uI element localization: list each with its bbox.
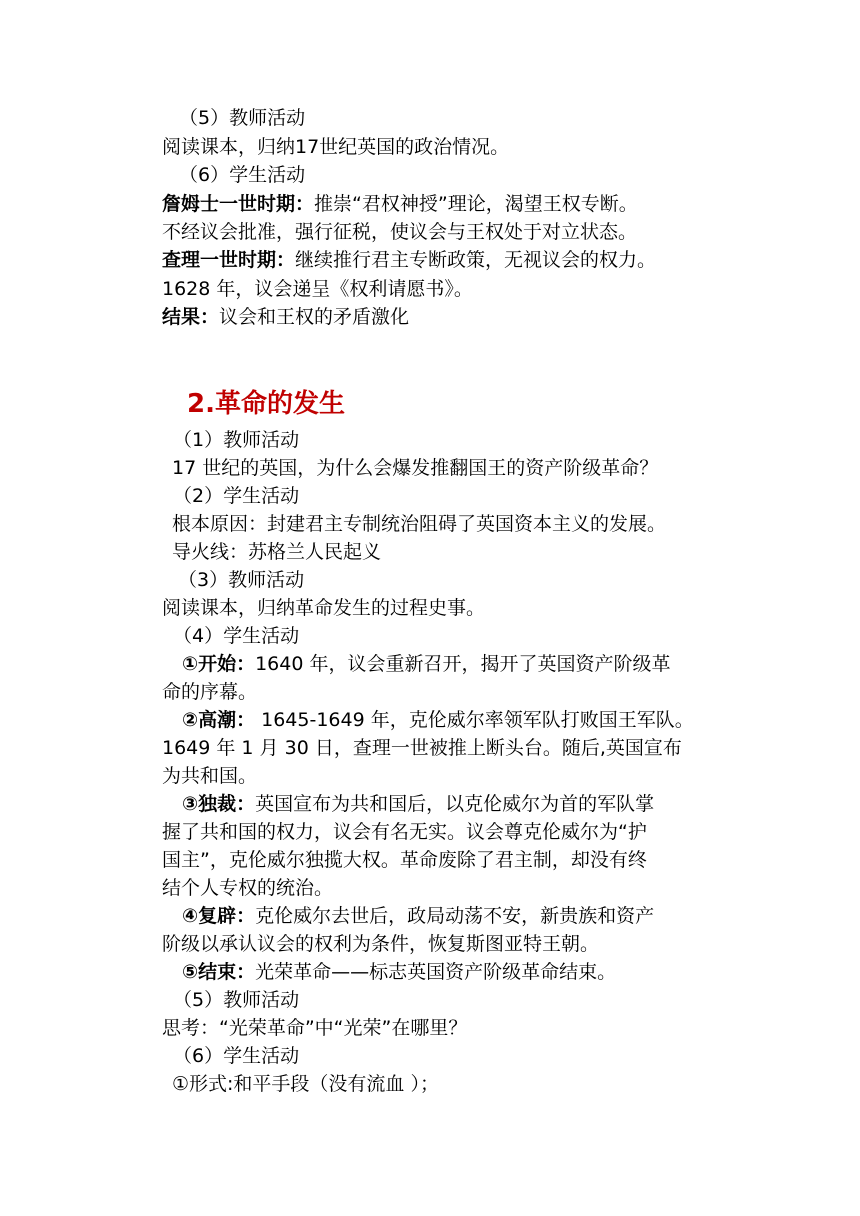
teacher-activity-3: （3）教师活动 — [178, 569, 305, 591]
paragraph-line: 思考：“光荣革命”中“光荣”在哪里？ — [162, 1017, 468, 1039]
stage-label: ⑤结束： — [182, 961, 256, 983]
paragraph-text: 议会和王权的矛盾激化 — [219, 306, 410, 328]
paragraph-text: 推崇“君权神授”理论，渴望王权专断。 — [314, 193, 638, 215]
paragraph-text: 继续推行君主专断政策，无视议会的权力。 — [295, 249, 657, 271]
paragraph-line: 握了共和国的权力，议会有名无实。议会尊克伦威尔为“护 — [162, 821, 647, 843]
paragraph-line: ①形式:和平手段（没有流血 ）； — [172, 1073, 439, 1095]
paragraph-text: 克伦威尔去世后，政局动荡不安，新贵族和资产 — [255, 905, 655, 927]
teacher-activity-5: （5）教师活动 — [173, 989, 300, 1011]
stage-end — [182, 958, 616, 986]
stage-label: ③独裁： — [182, 793, 256, 815]
stage-label: ②高潮： — [182, 709, 256, 731]
paragraph-line: 不经议会批准，强行征税，使议会与王权处于对立状态。 — [162, 221, 638, 243]
paragraph-line: 根本原因：封建君主专制统治阻碍了英国资本主义的发展。 — [172, 513, 667, 535]
paragraph-line — [162, 303, 409, 331]
section-heading: 2.革命的发生 — [187, 389, 345, 419]
term-label: 查理一世时期： — [162, 249, 296, 271]
stage-label: ④复辟： — [182, 905, 256, 927]
student-activity-4: （4）学生活动 — [173, 625, 300, 647]
stage-restoration — [182, 902, 654, 930]
paragraph-line: 结个人专权的统治。 — [162, 877, 334, 899]
paragraph-text: 英国宣布为共和国后，以克伦威尔为首的军队掌 — [255, 793, 655, 815]
paragraph-text: 光荣革命——标志英国资产阶级革命结束。 — [255, 961, 617, 983]
paragraph-line: 阅读课本，归纳17世纪英国的政治情况。 — [162, 136, 510, 158]
paragraph-line: 阶级以承认议会的权利为条件，恢复斯图亚特王朝。 — [162, 933, 600, 955]
stage-climax — [182, 706, 694, 734]
paragraph-line: 导火线：苏格兰人民起义 — [172, 541, 382, 563]
paragraph-line: 1649 年 1 月 30 日，查理一世被推上断头台。随后,英国宣布 — [162, 737, 682, 759]
paragraph-line: 阅读课本，归纳革命发生的过程史事。 — [162, 597, 486, 619]
paragraph-text: 1640 年，议会重新召开，揭开了英国资产阶级革 — [255, 653, 671, 675]
paragraph-line: 1628 年，议会递呈《权利请愿书》。 — [162, 278, 473, 300]
paragraph-line: 17 世纪的英国，为什么会爆发推翻国王的资产阶级革命？ — [172, 457, 659, 479]
student-activity-2: （2）学生活动 — [173, 485, 300, 507]
stage-start — [182, 650, 671, 678]
student-activity-6: （6）学生活动 — [173, 1045, 300, 1067]
paragraph-line — [162, 246, 656, 274]
term-label: 詹姆士一世时期： — [162, 193, 315, 215]
teacher-activity-5: （5）教师活动 — [179, 107, 306, 129]
term-label: 结果： — [162, 306, 220, 328]
paragraph-line — [162, 190, 638, 218]
teacher-activity-1: （1）教师活动 — [173, 429, 300, 451]
stage-dictatorship — [182, 790, 654, 818]
paragraph-line: 为共和国。 — [162, 765, 258, 787]
student-activity-6: （6）学生活动 — [179, 164, 306, 186]
paragraph-text: 1645-1649 年，克伦威尔率领军队打败国王军队。 — [255, 709, 694, 731]
stage-label: ①开始： — [182, 653, 256, 675]
paragraph-line: 命的序幕。 — [162, 681, 258, 703]
paragraph-line: 国主”，克伦威尔独揽大权。革命废除了君主制，却没有终 — [162, 849, 647, 871]
